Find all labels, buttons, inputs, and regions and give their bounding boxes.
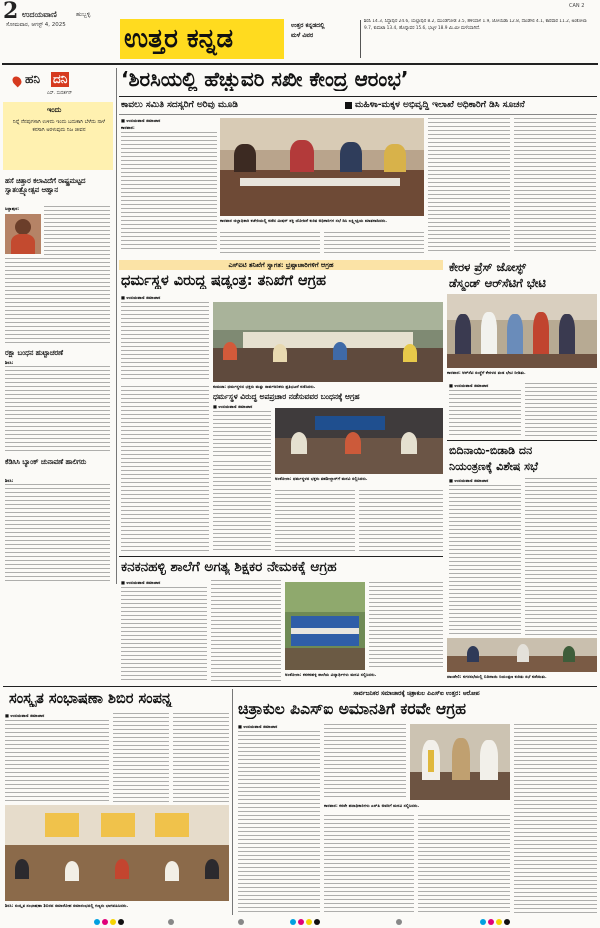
story4 <box>447 440 597 684</box>
brief1-photo <box>5 214 41 254</box>
brief3-text <box>5 484 110 582</box>
masthead <box>0 0 600 66</box>
story4-text-b <box>525 478 597 635</box>
story7-photo <box>410 724 510 800</box>
story2-sub-byline: ■ ಉದಯವಾಣಿ ಸಮಾಚಾರ <box>213 404 253 409</box>
page-number: 2 <box>3 0 19 24</box>
story4-byline: ■ ಉದಯವಾಣಿ ಸಮಾಚಾರ <box>449 478 489 483</box>
corner-tag: CAN 2 <box>569 3 585 9</box>
story7-kicker: ಸಾರ್ವಜನಿಕರ ಸಮಾಚಾರಕ್ಕೆ ಚಿತ್ರಾಕುಲ ಪಿಎಸ್‌ಐ ಉತ್ತರ: ಆರೋಪ <box>353 690 480 697</box>
story2-text-col4 <box>359 490 443 553</box>
column-left <box>3 68 113 584</box>
weather-text: ಶಿರಸಿ 14.3, ಸಿದ್ದಾಪುರ 24.6, ಯಲ್ಲಾಪುರ 8.2, ಮುಂಡಗೋಡ 3.5, ಹಳಿಯಾಳ 1.9, ಜೋಯಿಡಾ 12.8, ದಾಂಡೇಲಿ 4.1, ಕಾರವಾರ 11.2, ಅಂಕೋಲಾ 9.7, ಕುಮಟಾ 13.4, ಹೊನ್ನಾವರ 15.6, ಭಟ್ಕಳ 18.9 ಮಿ.ಮೀ ಮಳೆಯಾಗಿದೆ. <box>364 19 587 31</box>
story7-text-col2b <box>324 815 414 913</box>
brief3-title: ಕೆಡಿಸಿಸಿ ಬ್ಯಾಂಕ್ ಚುನಾವಣೆ ಹಾಲಿಗರು <box>5 458 87 466</box>
lead-kicker-right: ಮಹಿಳಾ-ಮಕ್ಕಳ ಅಭಿವೃದ್ಧಿ ಇಲಾಖೆ ಅಧಿಕಾರಿಗೆ ಡಿಸಿ ಸೂಚನೆ <box>355 100 525 110</box>
story2-photo1 <box>213 302 443 382</box>
lead-caption: ಕಾರವಾರ ಜಿಲ್ಲಾಧಿಕಾರಿ ಕಚೇರಿಯಲ್ಲಿ ನಡೆದ ಮಿಷನ್ ಶಕ್ತಿ ಯೋಜನೆ ಕುರಿತ ಅಧಿಕಾರಿಗಳ ಸಭೆ ಡಿಸಿ ಲಕ್ಷ್ಮೀಪ್ರಿಯ ಮಾತನಾಡಿದರು. <box>220 218 387 223</box>
story2-text-col1b <box>121 386 209 552</box>
story2-text-col1 <box>121 302 209 382</box>
story5-headline: ಕನಕನಹಳ್ಳಿ ಶಾಲೆಗೆ ಅಗತ್ಯ ಶಿಕ್ಷಕರ ನೇಮಕಕ್ಕೆ ಆಗ್ರಹ <box>121 559 337 575</box>
story2-banner: ಎಸ್‌ಐಟಿ ತನಿಖೆಗೆ ಸ್ವಾಗತ: ಭ್ರಷ್ಟಾಚಾರಿಗಳಿಗೆ ಆಗ್ರಹ <box>119 260 443 270</box>
story4-caption: ದಾಂಡೇಲಿ: ನಗರಸಭೆಯಲ್ಲಿ ಬಿದಿನಾಯಿ ನಿಯಂತ್ರಣ ಕುರಿತು ಸಭೆ ನಡೆಯಿತು. <box>447 674 547 679</box>
story2-text-col3 <box>275 490 355 553</box>
story3-headline-1: ಕೇರಳ ಪ್ರೆಸ್ ಜೋಸ್ಫ್ <box>449 260 527 274</box>
lower-column-divider <box>232 689 233 915</box>
lead-text-col4 <box>514 118 596 254</box>
weather-divider <box>360 20 361 58</box>
lead-text-col2a <box>220 232 320 254</box>
story7-text-col3 <box>418 815 510 913</box>
story2-byline: ■ ಉದಯವಾಣಿ ಸಮಾಚಾರ <box>121 295 161 300</box>
story6-byline: ■ ಉದಯವಾಣಿ ಸಮಾಚಾರ <box>5 713 45 718</box>
story6 <box>3 689 229 915</box>
story7-byline: ■ ಉದಯವಾಣಿ ಸಮಾಚಾರ <box>238 724 278 729</box>
story7-caption: ಕಾರವಾರ: ಕರವೇ ಪದಾಧಿಕಾರಿಗಳು ಎಸ್‌ಪಿ ಅವರಿಗೆ ಮನವಿ ಸಲ್ಲಿಸಿದರು. <box>324 803 420 808</box>
story2-headline: ಧರ್ಮಸ್ಥಳ ವಿರುದ್ಧ ಷಡ್ಯಂತ್ರ: ತನಿಖೆಗೆ ಆಗ್ರಹ <box>121 273 327 289</box>
story5-text-col2 <box>211 580 281 681</box>
story2-text-col2b <box>213 461 271 553</box>
brief1-title: ಹಸೆ ಚಿತ್ತಾರ ಕಲಾವಿದೆಗೆ ರಾಷ್ಟ್ರಮಟ್ಟದ ಸ್ವಾತಂತ್ರ್ಯೋತ್ಸವ ಆಹ್ವಾನ <box>5 177 86 194</box>
section-title: ಉತ್ತರ ಕನ್ನಡ <box>124 24 234 54</box>
story4-text-a <box>449 485 521 635</box>
story3-photo <box>447 294 597 368</box>
brief1-text-b <box>5 258 110 344</box>
column-author: ಎಸ್. ಸುದರ್ಶನ್ <box>47 91 73 96</box>
story2-photo2 <box>275 408 443 474</box>
lead-text-col1 <box>121 132 217 252</box>
logo-prefix: ಹನಿ <box>25 72 40 86</box>
story4-headline-2: ನಿಯಂತ್ರಣಕ್ಕೆ ವಿಶೇಷ ಸಭೆ <box>449 460 538 473</box>
square-bullet-icon: ■ <box>121 580 127 585</box>
story5-byline: ■ ಉದಯವಾಣಿ ಸಮಾಚಾರ <box>121 580 161 585</box>
square-bullet-icon: ■ <box>5 713 11 718</box>
story6-photo <box>5 805 229 901</box>
lead-kicker-rule-2 <box>119 114 597 115</box>
lead-byline: ■ ಉದಯವಾಣಿ ಸಮಾಚಾರ <box>121 118 161 123</box>
story5 <box>119 556 443 684</box>
square-bullet-icon: ■ <box>213 404 219 409</box>
story3-byline: ■ ಉದಯವಾಣಿ ಸಮಾಚಾರ <box>449 383 489 388</box>
column-divider <box>116 68 117 584</box>
story7-text-col2 <box>324 724 406 800</box>
lead-headline: ‘ಶಿರಸಿಯಲ್ಲಿ ಹೆಚ್ಚುವರಿ ಸಖೀ ಕೇಂದ್ರ ಆರಂಭ’ <box>121 67 409 91</box>
story4-photo <box>447 638 597 672</box>
paper-name: ಉದಯವಾಣಿ <box>22 10 57 19</box>
today-poem: ನಿನ್ನೆ ನೆನಪುಗಳಾಗಿ ಉಳಿದು ಇಂದು ಬದುಕಾಗಿ ಬೆಳೆದು ನಾಳೆ ಕನಸಾಗಿ ಅರಳುವುದು ನಿಜ ಜೀವನ <box>13 119 105 133</box>
story3-caption: ಕಾರವಾರ: ಆರ್‌ಸೆಟಿ ಸಂಸ್ಥೆಗೆ ಕೇರಳದ ತಂಡ ಭೇಟಿ ನೀಡಿತು. <box>447 370 526 375</box>
story7 <box>236 689 597 915</box>
story2-caption1: ಕುಮಟಾ: ಧರ್ಮಸ್ಥಳದ ಭಕ್ತರು ಮತ್ತು ಸಾರ್ವಜನಿಕರು ಪ್ರತಿಭಟನೆ ನಡೆಸಿದರು. <box>213 384 316 389</box>
story2-caption2: ಅಂಕೋಲಾ: ಧರ್ಮಸ್ಥಳದ ಭಕ್ತರು ತಹಶೀಲ್ದಾರ್‌ಗೆ ಮನವಿ ಸಲ್ಲಿಸಿದರು. <box>275 476 368 481</box>
story3-text-a <box>449 390 521 438</box>
story5-text-col3 <box>369 582 443 670</box>
story2-subhead: ಧರ್ಮಸ್ಥಳ ವಿರುದ್ಧ ಅಪಪ್ರಚಾರ ನಡೆಸುವವರ ಬಂಧನಕ್ಕೆ ಆಗ್ರಹ <box>213 392 360 401</box>
masthead-rule <box>2 63 598 65</box>
story6-text-col1 <box>5 720 109 802</box>
edition-tag: ಹುಬ್ಬಳ್ಳಿ <box>76 11 91 18</box>
lead-kicker-left: ಕಾವಲು ಸಮಿತಿ ಸದಸ್ಯರಿಗೆ ಅರಿವು ಮೂಡಿ <box>121 100 238 110</box>
brief1-place: ಸಿದ್ದಾಪುರ: <box>5 206 20 211</box>
registration-strip <box>0 916 600 928</box>
date-line: ಸೋಮವಾರ, ಆಗಸ್ಟ್ 4, 2025 <box>6 22 66 28</box>
story5-text-col1 <box>121 587 207 681</box>
story3 <box>447 258 597 440</box>
square-bullet-icon: ■ <box>449 383 455 388</box>
square-bullet-icon: ■ <box>121 118 127 123</box>
story5-rule <box>119 556 443 557</box>
square-bullet-icon <box>345 102 352 109</box>
story6-caption: ಶಿರಸಿ: ಸಂಸ್ಕೃತ ಸಂಭಾಷಣಾ ಶಿಬಿರದ ಸಮಾರೋಪ ಸಮಾರಂಭದಲ್ಲಿ ಗಣ್ಯರು ಭಾಗವಹಿಸಿದರು. <box>5 903 129 908</box>
brief2-title: ರಕ್ಷಾ ಬಂಧನ ಹುಟ್ಟಾಚರಣೆ <box>5 349 64 357</box>
lead-text-col2b <box>324 232 424 254</box>
story6-headline: ಸಂಸ್ಕೃತ ಸಂಭಾಷಣಾ ಶಿಬಿರ ಸಂಪನ್ನ <box>9 691 172 707</box>
weather-label-1: ಉತ್ತರ ಕನ್ನಡದಲ್ಲಿ <box>291 22 325 29</box>
drop-icon <box>11 75 24 88</box>
story6-text-col3 <box>173 713 229 802</box>
story6-text-col2 <box>113 713 169 802</box>
lead-photo <box>220 118 424 216</box>
story2 <box>119 258 443 556</box>
story3-headline-2: ಡೆಸ್ಮಂಡ್ ಆರ್‌ಸೆಟಿಗೆ ಭೇಟಿ <box>449 276 546 290</box>
brief2-place: ಶಿರಸಿ: <box>5 360 14 365</box>
story7-headline: ಚಿತ್ರಾಕುಲ ಪಿಎಸ್‌ಐ ಅಮಾನತಿಗೆ ಕರವೇ ಆಗ್ರಹ <box>238 700 466 718</box>
today-label: ಇಂದು <box>47 106 62 114</box>
square-bullet-icon: ■ <box>238 724 244 729</box>
lead-story <box>119 66 597 258</box>
story4-headline-1: ಬಿದಿನಾಯಿ-ಬಿಡಾಡಿ ದನ <box>449 444 533 457</box>
story7-text-col1 <box>238 731 320 913</box>
story5-caption: ಅಂಕೋಲಾ: ಕನಕನಹಳ್ಳಿ ಶಾಲೆಯ ವಿದ್ಯಾರ್ಥಿಗಳು ಮನವಿ ಸಲ್ಲಿಸಿದರು. <box>285 672 377 677</box>
logo-suffix: ದನಿ <box>53 72 68 86</box>
square-bullet-icon: ■ <box>449 478 455 483</box>
brief2-text <box>5 366 110 452</box>
story2-text-col2 <box>213 411 271 457</box>
brief1-text-a <box>44 206 110 256</box>
lead-place: ಕಾರವಾರ: <box>121 125 135 130</box>
story4-rule <box>447 440 597 441</box>
square-bullet-icon: ■ <box>121 295 127 300</box>
story3-text-b <box>525 383 597 438</box>
story5-photo <box>285 582 365 670</box>
weather-label-2: ಮಳೆ ವಿವರ <box>291 32 314 39</box>
lower-rule <box>3 686 597 687</box>
brief3-place: ಶಿರಸಿ: <box>5 478 14 483</box>
column-logo <box>13 72 83 88</box>
lead-text-col3 <box>428 118 510 254</box>
story7-text-col4 <box>514 724 597 913</box>
lead-kicker-rule <box>119 96 597 97</box>
